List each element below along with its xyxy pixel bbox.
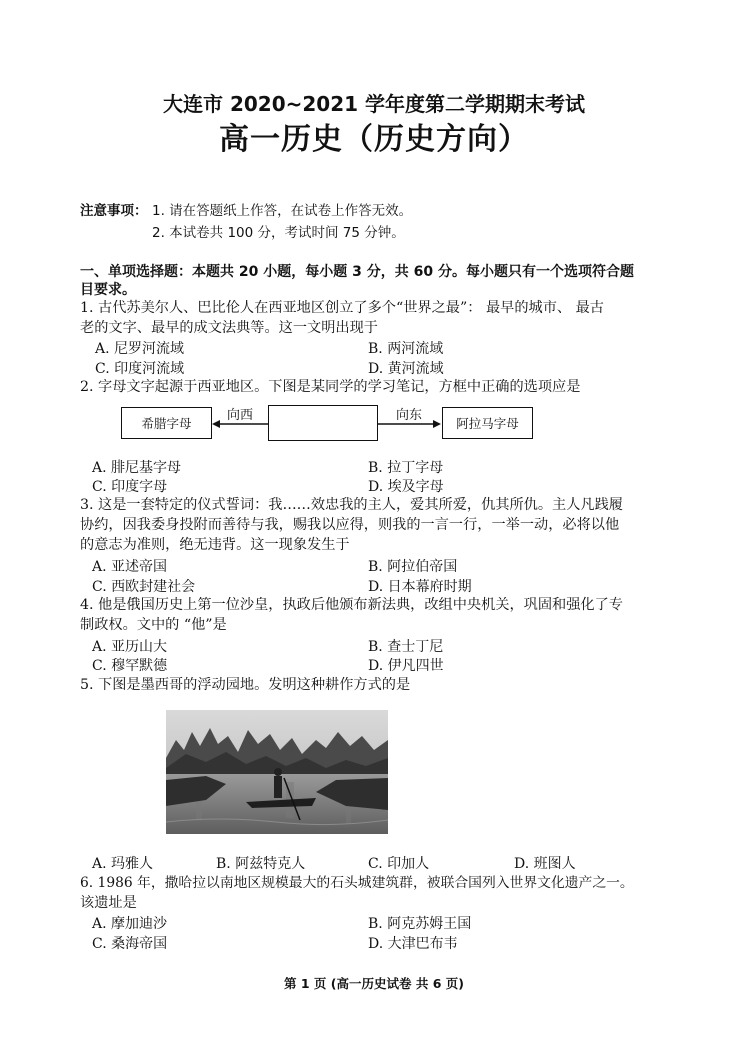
question-2-option-d: D. 埃及字母 (368, 479, 444, 495)
question-3-option-d: D. 日本幕府时期 (368, 579, 472, 595)
question-1-option-a: A. 尼罗河流域 (95, 341, 185, 357)
question-3-option-b: B. 阿拉伯帝国 (368, 559, 458, 575)
question-2-option-a: A. 腓尼基字母 (92, 460, 182, 476)
diagram-box-aramaic-label: 阿拉马字母 (456, 416, 519, 431)
section-heading-cont: 目要求。 (80, 282, 136, 298)
question-1-option-d: D. 黄河流域 (368, 361, 444, 377)
arrow-label-east: 向东 (396, 408, 423, 423)
notice-item-1: 1. 请在答题纸上作答，在试卷上作答无效。 (152, 203, 413, 219)
question-6-option-c: C. 桑海帝国 (92, 936, 168, 952)
question-3-stem-cont-2: 的意志为准则，绝无违背。这一现象发生于 (80, 537, 350, 553)
arrow-east-icon (377, 418, 443, 430)
arrow-west-icon (210, 418, 270, 430)
notice-item-2: 2. 本试卷共 100 分，考试时间 75 分钟。 (152, 225, 405, 241)
page-footer: 第 1 页 (高一历史试卷 共 6 页) (284, 976, 464, 991)
question-4-option-c: C. 穆罕默德 (92, 658, 168, 674)
question-4-option-a: A. 亚历山大 (92, 639, 168, 655)
diagram-box-greek-label: 希腊字母 (141, 416, 192, 431)
notice-label: 注意事项： (80, 203, 148, 219)
question-3-option-c: C. 西欧封建社会 (92, 579, 196, 595)
question-6-option-d: D. 大津巴布韦 (368, 936, 458, 952)
diagram-box-aramaic (442, 407, 533, 439)
diagram-box-greek (121, 407, 212, 439)
arrow-label-west: 向西 (227, 408, 254, 423)
question-1-stem: 1. 古代苏美尔人、巴比伦人在西亚地区创立了多个“世界之最”： 最早的城市、 最古 (80, 300, 604, 316)
question-4-option-b: B. 查士丁尼 (368, 639, 444, 655)
section-heading: 一、单项选择题：本题共 20 小题，每小题 3 分，共 60 分。每小题只有一个选项符合题 (80, 264, 634, 280)
question-6-stem: 6. 1986 年，撒哈拉以南地区规模最大的石头城建筑群，被联合国列入世界文化遗产之一。 (80, 875, 634, 891)
question-5-stem: 5. 下图是墨西哥的浮动园地。发明这种耕作方式的是 (80, 677, 411, 693)
floating-garden-photo (166, 710, 388, 834)
question-2-option-c: C. 印度字母 (92, 479, 168, 495)
question-3-stem: 3. 这是一套特定的仪式誓词：我……效忠我的主人，爱其所爱，仇其所仇。主人凡践履 (80, 497, 623, 513)
question-3-option-a: A. 亚述帝国 (92, 559, 168, 575)
question-5-option-a: A. 玛雅人 (92, 856, 154, 872)
floating-garden-photo-image (166, 710, 388, 834)
subject-title: 高一历史（历史方向） (219, 122, 529, 157)
question-5-option-d: D. 班图人 (514, 856, 576, 872)
question-6-option-b: B. 阿克苏姆王国 (368, 916, 472, 932)
question-1-stem-cont: 老的文字、最早的成文法典等。这一文明出现于 (80, 320, 378, 336)
question-2-option-b: B. 拉丁字母 (368, 460, 444, 476)
question-5-option-c: C. 印加人 (368, 856, 430, 872)
exam-title: 大连市 2020~2021 学年度第二学期期末考试 (162, 92, 585, 116)
question-1-option-c: C. 印度河流域 (95, 361, 185, 377)
question-5-option-b: B. 阿兹特克人 (216, 856, 306, 872)
question-4-option-d: D. 伊凡四世 (368, 658, 444, 674)
question-3-stem-cont-1: 协约，因我委身投附而善待与我，赐我以应得，则我的一言一行，一举一动，必将以他 (80, 517, 620, 533)
diagram-blank-box (268, 405, 378, 441)
question-4-stem-cont: 制政权。文中的 “他”是 (80, 617, 227, 633)
question-2-stem: 2. 字母文字起源于西亚地区。下图是某同学的学习笔记，方框中正确的选项应是 (80, 379, 581, 395)
question-6-option-a: A. 摩加迪沙 (92, 916, 168, 932)
question-1-option-b: B. 两河流域 (368, 341, 444, 357)
question-4-stem: 4. 他是俄国历史上第一位沙皇，执政后他颁布新法典，改组中央机关，巩固和强化了专 (80, 597, 623, 613)
question-6-stem-cont: 该遗址是 (80, 895, 137, 911)
